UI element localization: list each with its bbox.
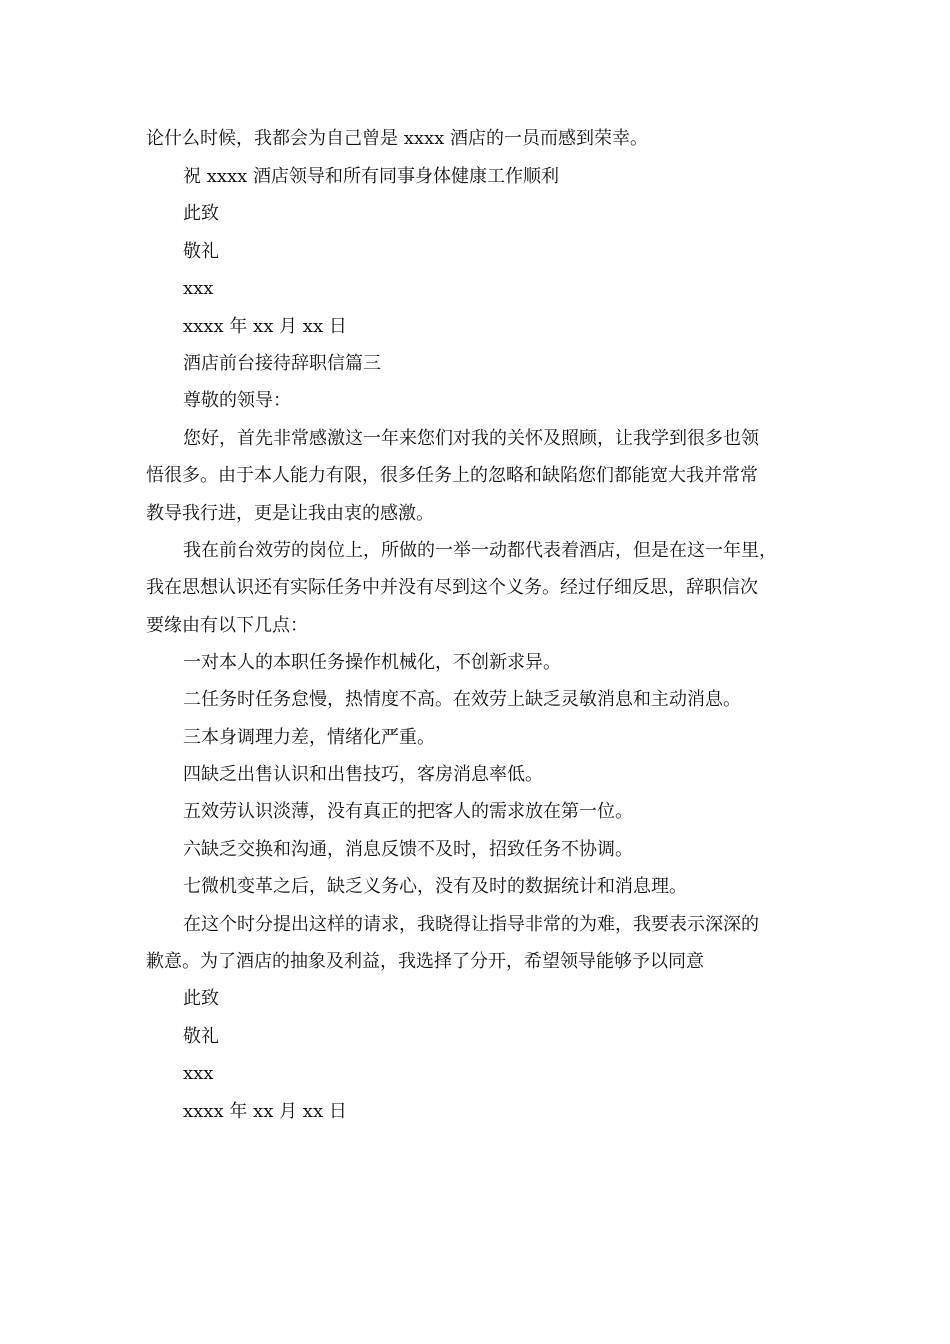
text-line: xxx xyxy=(183,278,214,299)
text-line: 我在思想认识还有实际任务中并没有尽到这个义务。经过仔细反思，辞职信次 xyxy=(146,577,758,598)
list-item: 七微机变革之后，缺乏义务心，没有及时的数据统计和消息理。 xyxy=(183,876,687,897)
list-item: 二任务时任务怠慢，热情度不高。在效劳上缺乏灵敏消息和主动消息。 xyxy=(183,689,741,710)
signature: xxx xyxy=(183,1063,214,1084)
text-line: 悟很多。由于本人能力有限，很多任务上的忽略和缺陷您们都能宽大我并常常 xyxy=(146,465,758,486)
text-line: xxxx 年 xx 月 xx 日 xyxy=(183,316,347,337)
text-line: 在这个时分提出这样的请求，我晓得让指导非常的为难，我要表示深深的 xyxy=(183,914,759,935)
text-line: 敬礼 xyxy=(183,241,219,262)
list-item: 四缺乏出售认识和出售技巧，客房消息率低。 xyxy=(183,764,543,785)
text-line: 此致 xyxy=(183,988,219,1009)
text-line: 敬礼 xyxy=(183,1026,219,1047)
list-item: 一对本人的本职任务操作机械化，不创新求异。 xyxy=(183,652,561,673)
text-line: 我在前台效劳的岗位上，所做的一举一动都代表着酒店，但是在这一年里， xyxy=(183,540,777,561)
text-line: 教导我行进，更是让我由衷的感激。 xyxy=(146,503,434,524)
text-line: 祝 xxxx 酒店领导和所有同事身体健康工作顺利 xyxy=(183,166,560,187)
section-heading: 酒店前台接待辞职信篇三 xyxy=(183,353,381,374)
salutation: 尊敬的领导： xyxy=(183,390,291,411)
text-line: 论什么时候，我都会为自己曾是 xxxx 酒店的一员而感到荣幸。 xyxy=(146,128,649,149)
text-line: 歉意。为了酒店的抽象及利益，我选择了分开，希望领导能够予以同意 xyxy=(146,951,704,972)
text-line: 您好，首先非常感激这一年来您们对我的关怀及照顾，让我学到很多也领 xyxy=(183,428,759,449)
list-item: 三本身调理力差，情绪化严重。 xyxy=(183,727,435,748)
text-line: 要缘由有以下几点： xyxy=(146,615,308,636)
date-line: xxxx 年 xx 月 xx 日 xyxy=(183,1101,347,1122)
list-item: 六缺乏交换和沟通，消息反馈不及时，招致任务不协调。 xyxy=(183,839,633,860)
text-line: 此致 xyxy=(183,203,219,224)
list-item: 五效劳认识淡薄，没有真正的把客人的需求放在第一位。 xyxy=(183,801,633,822)
